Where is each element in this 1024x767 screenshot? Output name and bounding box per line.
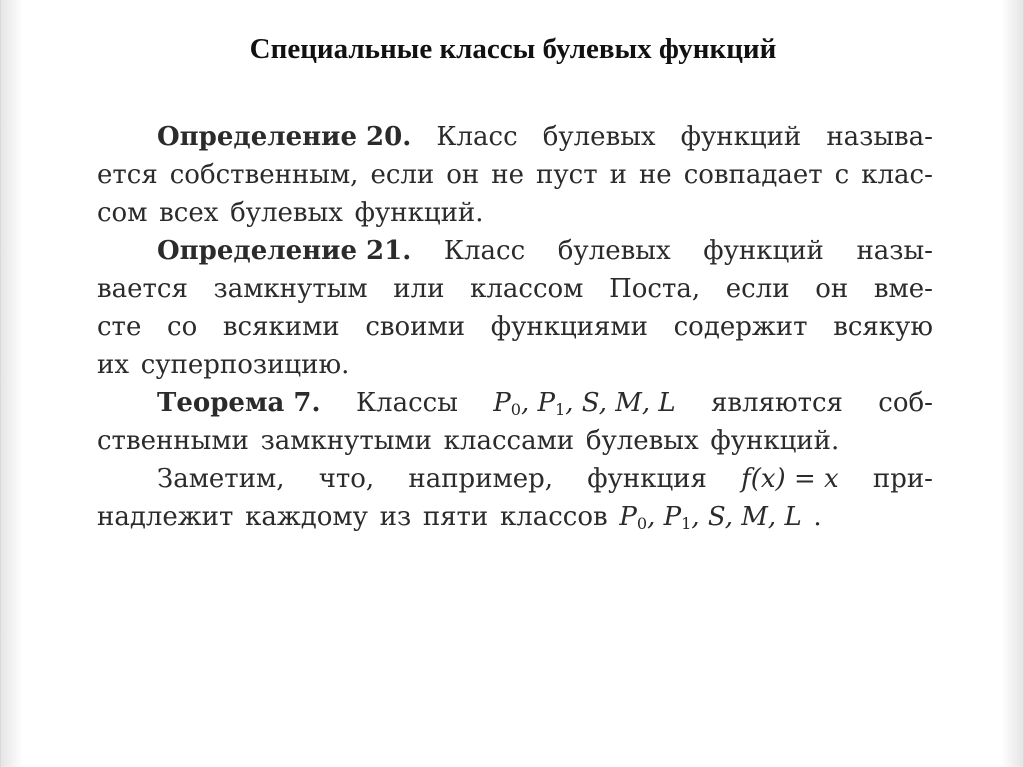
slide-body [97,118,933,536]
text-line: сом всех булевых функций. [97,198,484,228]
text-line: Заметим, что, например, функция f(x) = x при- [157,464,933,494]
text-line: вается замкнутым или классом Поста, если он вме- [97,274,933,304]
text-line: ственными замкнутыми классами булевых функций. [97,426,840,456]
text-line: Теорема 7. Классы $P_0$, $P_1$, S, M, L являются соб- [157,388,933,420]
text-line: Определение 21. Класс булевых функций назы- [157,236,933,266]
slide-title: Специальные классы булевых функций [249,33,777,65]
text-line: Определение 20. Класс булевых функций называ- [157,122,933,152]
text-line: ется собственным, если он не пуст и не совпадает с клас- [97,160,933,190]
text-line: надлежит каждому из пяти классов $P_0$, $P_1$, S, M, L . [97,502,822,534]
text-line: сте со всякими своими функциями содержит всякую [97,312,933,342]
text-line: их суперпозицию. [97,350,350,380]
